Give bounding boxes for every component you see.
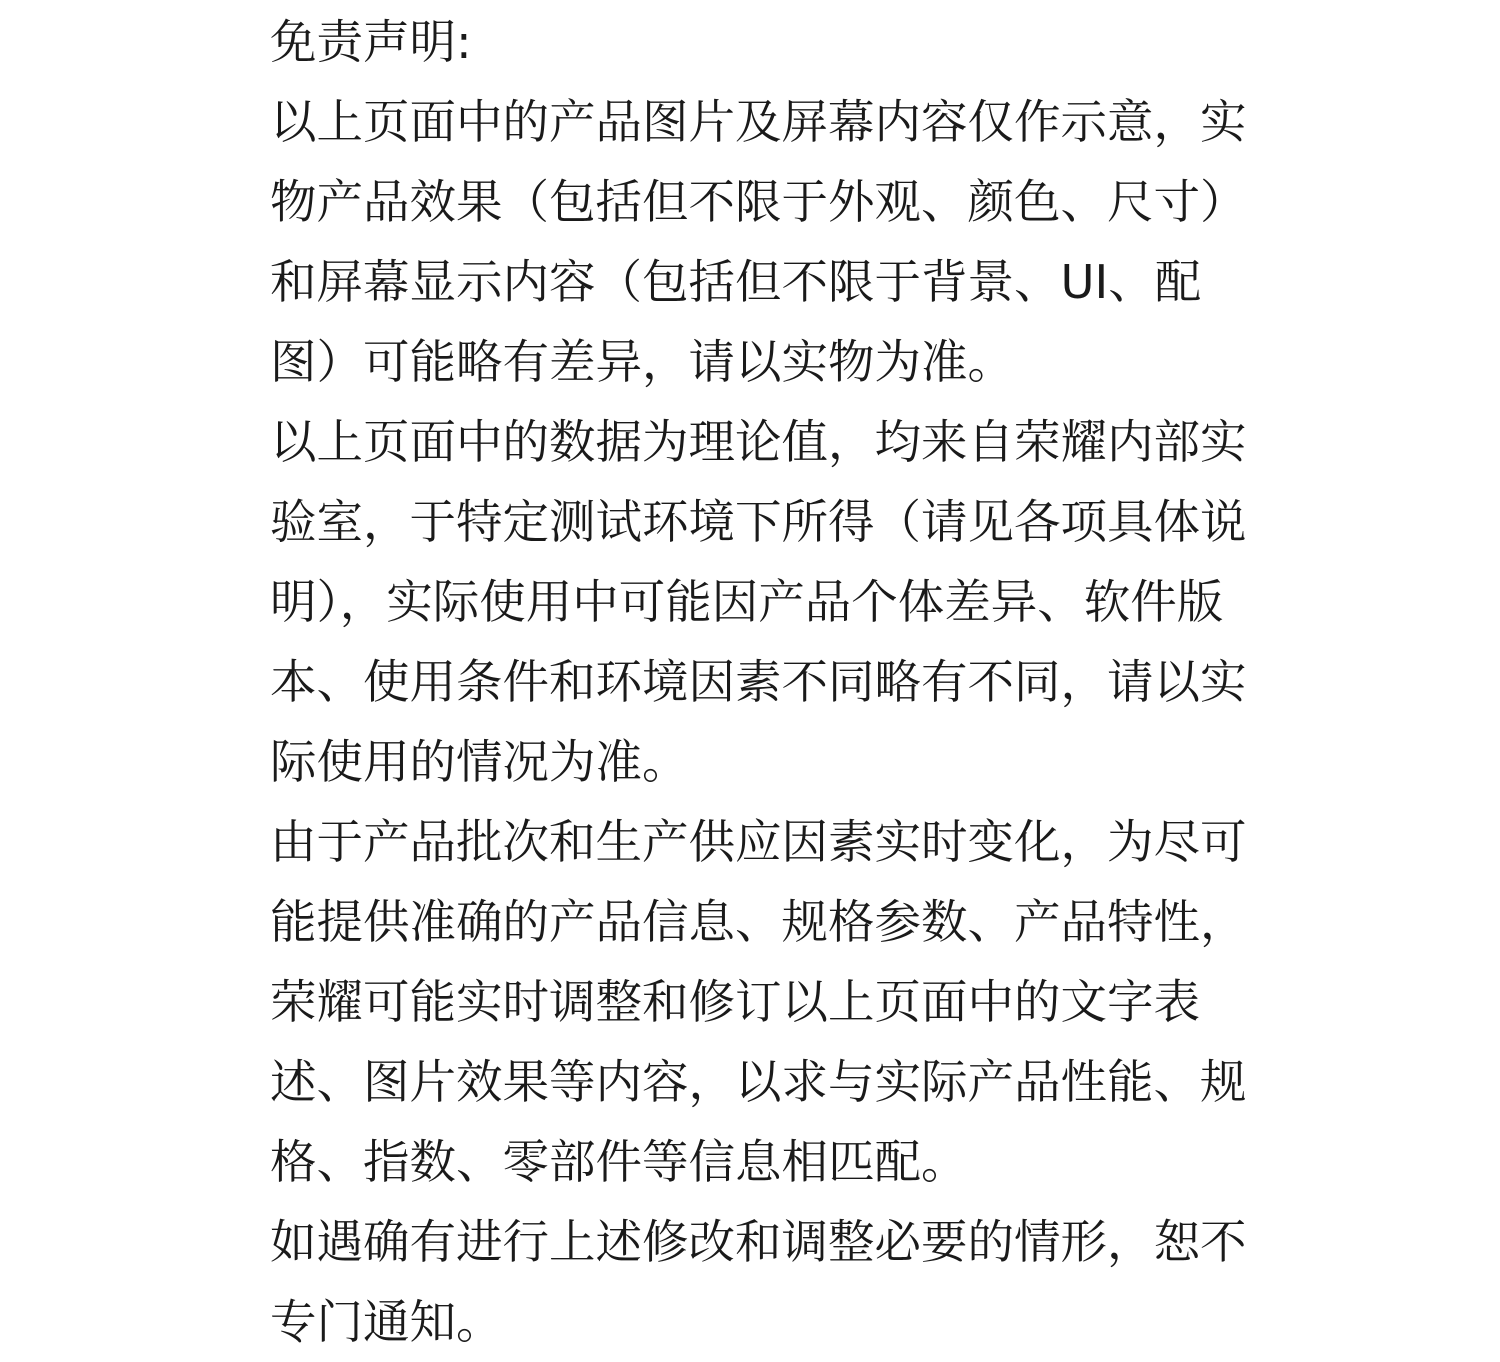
paragraph-line: 由于产品批次和生产供应因素实时变化，为尽可	[270, 815, 1247, 869]
paragraph-line: 能提供准确的产品信息、规格参数、产品特性，	[270, 895, 1247, 949]
paragraph-line: 以上页面中的数据为理论值，均来自荣耀内部实	[270, 415, 1247, 469]
disclaimer-paragraph-3	[270, 802, 1280, 1202]
disclaimer-title: 免责声明:	[270, 15, 472, 69]
paragraph-line: 如遇确有进行上述修改和调整必要的情形，恕不	[270, 1215, 1247, 1269]
paragraph-line: 述、图片效果等内容，以求与实际产品性能、规	[270, 1055, 1247, 1109]
disclaimer-paragraph-1	[270, 82, 1280, 402]
paragraph-line: 格、指数、零部件等信息相匹配。	[270, 1135, 968, 1189]
paragraph-line: 以上页面中的产品图片及屏幕内容仅作示意，实	[270, 95, 1247, 149]
paragraph-line: 验室，于特定测试环境下所得（请见各项具体说	[270, 495, 1247, 549]
paragraph-line: 荣耀可能实时调整和修订以上页面中的文字表	[270, 975, 1200, 1029]
paragraph-line: 和屏幕显示内容（包括但不限于背景、UI、配	[270, 255, 1202, 309]
paragraph-line: 专门通知。	[270, 1295, 503, 1349]
paragraph-line: 际使用的情况为准。	[270, 735, 689, 789]
paragraph-line: 明），实际使用中可能因产品个体差异、软件版	[270, 575, 1224, 629]
paragraph-line: 物产品效果（包括但不限于外观、颜色、尺寸）	[270, 175, 1247, 229]
paragraph-line: 图）可能略有差异，请以实物为准。	[270, 335, 1014, 389]
disclaimer-paragraph-2	[270, 402, 1280, 802]
disclaimer-document	[270, 2, 1280, 1362]
paragraph-line: 本、使用条件和环境因素不同略有不同，请以实	[270, 655, 1247, 709]
disclaimer-paragraph-4	[270, 1202, 1280, 1362]
